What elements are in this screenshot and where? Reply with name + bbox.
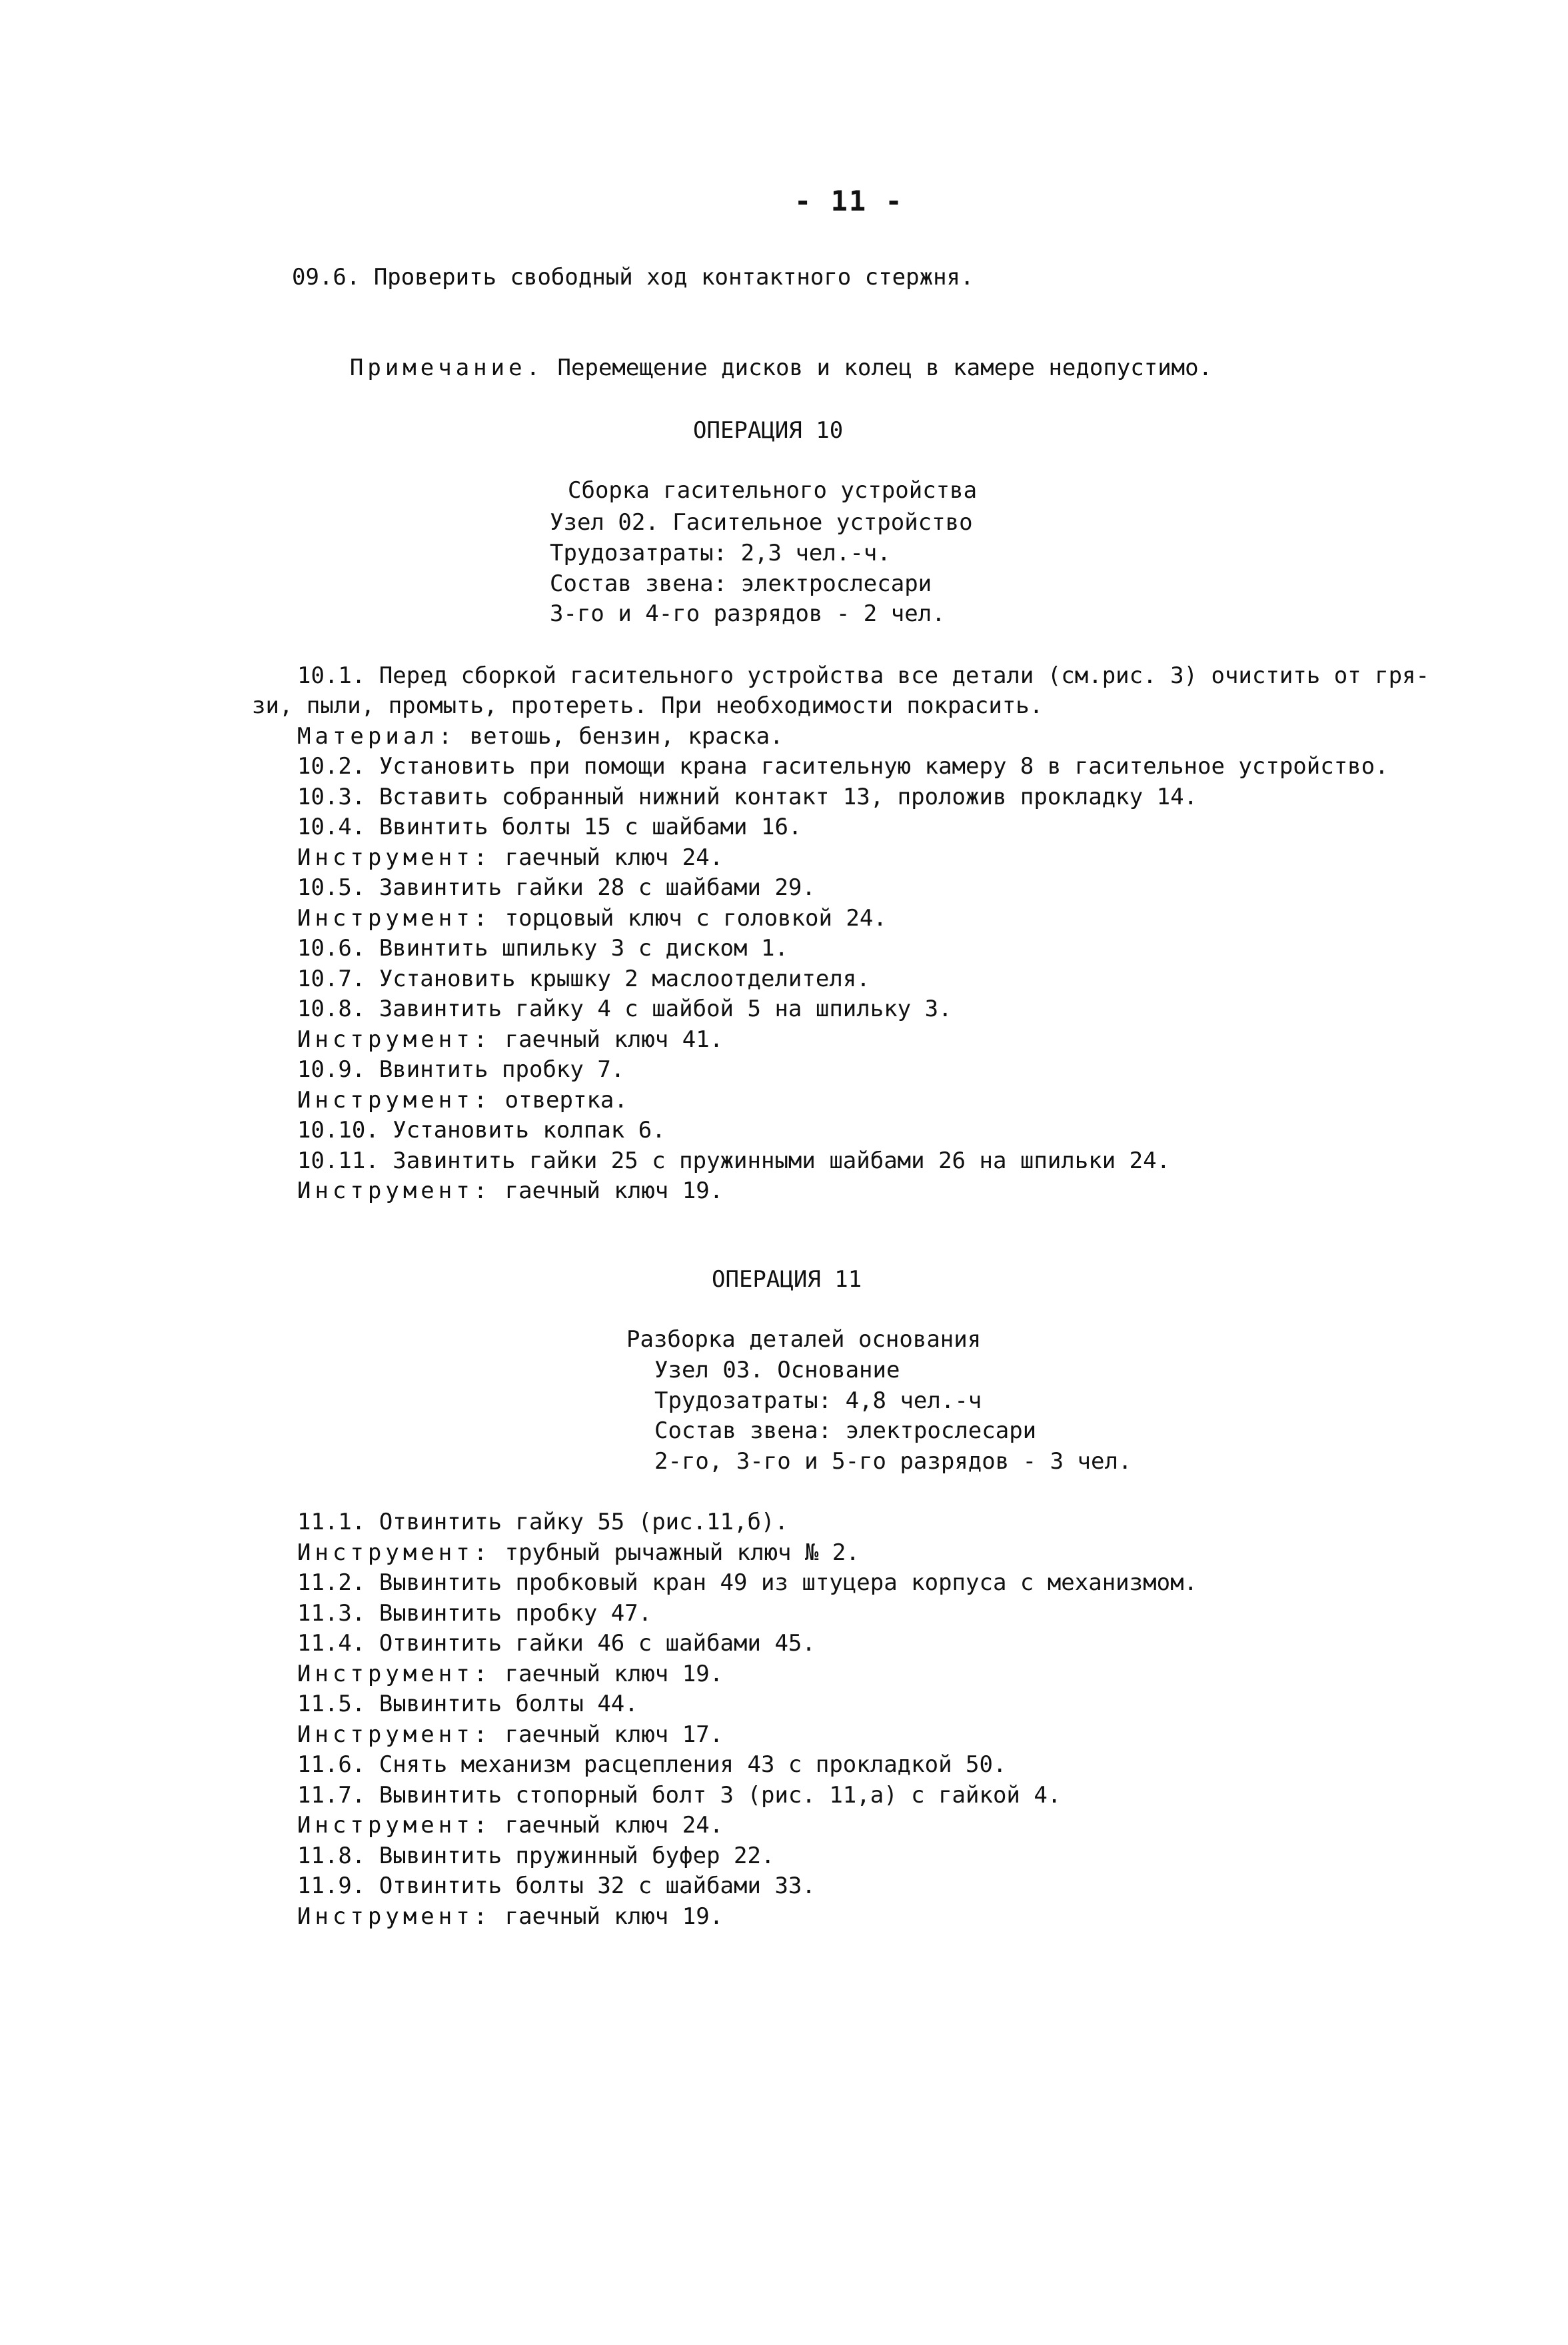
tool-text: отвертка.	[491, 1087, 628, 1114]
step-09-6: 09.6. Проверить свободный ход контактного стержня.	[292, 264, 974, 291]
material-text: ветошь, бензин, краска.	[456, 723, 784, 750]
tool-label: Инструмент:	[297, 1177, 492, 1204]
note-label: Примечание.	[349, 355, 544, 381]
op10-step	[297, 843, 723, 872]
op11-step: 11.4. Отвинтить гайки 46 с шайбами 45.	[297, 1630, 816, 1657]
op11-step: 11.3. Вывинтить пробку 47.	[297, 1600, 652, 1627]
op11-step: 11.1. Отвинтить гайку 55 (рис.11,б).	[297, 1509, 788, 1535]
op11-step: 11.5. Вывинтить болты 44.	[297, 1691, 638, 1717]
tool-text: торцовый ключ с головкой 24.	[491, 905, 887, 932]
tool-label: Инструмент:	[297, 1661, 492, 1687]
op10-step: 10.2. Установить при помощи крана гасительную камеру 8 в гасительное устройство.	[297, 753, 1389, 780]
tool-label: Инструмент:	[297, 844, 492, 871]
tool-text: гаечный ключ 19.	[491, 1903, 724, 1930]
op10-step: 10.10. Установить колпак 6.	[297, 1117, 666, 1144]
op10-header-line: 3-го и 4-го разрядов - 2 чел.	[550, 600, 946, 627]
operation-11-title: ОПЕРАЦИЯ 11	[712, 1266, 862, 1293]
page-number: - 11 -	[794, 185, 904, 217]
op10-step: 10.9. Ввинтить пробку 7.	[297, 1056, 625, 1083]
op10-step	[297, 1086, 628, 1115]
tool-label: Инструмент:	[297, 905, 492, 932]
tool-label: Инструмент:	[297, 1539, 492, 1566]
op11-step: 11.6. Снять механизм расцепления 43 с прокладкой 50.	[297, 1751, 1007, 1778]
op10-step: 10.7. Установить крышку 2 маслоотделителя.	[297, 966, 870, 992]
tool-text: трубный рычажный ключ № 2.	[491, 1539, 860, 1566]
note-text: Перемещение дисков и колец в камере недопустимо.	[544, 355, 1213, 381]
op10-step: 10.11. Завинтить гайки 25 с пружинными шайбами 26 на шпильки 24.	[297, 1148, 1171, 1174]
op10-step: зи, пыли, промыть, протереть. При необходимости покрасить.	[252, 692, 1044, 719]
op10-step: 10.5. Завинтить гайки 28 с шайбами 29.	[297, 874, 816, 901]
operation-10-title: ОПЕРАЦИЯ 10	[693, 417, 844, 444]
op10-step: 10.1. Перед сборкой гасительного устройства все детали (см.рис. 3) очистить от гря-	[297, 662, 1429, 689]
op10-step	[297, 1025, 723, 1054]
tool-text: гаечный ключ 17.	[491, 1721, 724, 1748]
op11-step	[297, 1902, 723, 1931]
op11-step: 11.9. Отвинтить болты 32 с шайбами 33.	[297, 1873, 816, 1899]
op11-step: 11.7. Вывинтить стопорный болт 3 (рис. 11,а) с гайкой 4.	[297, 1782, 1062, 1809]
op10-header-line: Трудозатраты: 2,3 чел.-ч.	[550, 540, 891, 566]
op10-step	[297, 1176, 723, 1205]
note-line	[295, 324, 1212, 412]
op11-step	[297, 1538, 860, 1567]
tool-label: Инструмент:	[297, 1812, 492, 1839]
tool-text: гаечный ключ 19.	[491, 1177, 724, 1204]
tool-text: гаечный ключ 41.	[491, 1026, 724, 1053]
tool-label: Инструмент:	[297, 1721, 492, 1748]
op11-header-line: Трудозатраты: 4,8 чел.-ч	[654, 1387, 982, 1414]
op10-step: 10.3. Вставить собранный нижний контакт 13, проложив прокладку 14.	[297, 784, 1198, 810]
op11-step	[297, 1811, 723, 1840]
op10-step: 10.4. Ввинтить болты 15 с шайбами 16.	[297, 814, 802, 840]
op11-step	[297, 1720, 723, 1749]
op10-step: 10.8. Завинтить гайку 4 с шайбой 5 на шпильку 3.	[297, 996, 952, 1022]
tool-label: Инструмент:	[297, 1087, 492, 1114]
tool-label: Инструмент:	[297, 1903, 492, 1930]
op11-header-line: 2-го, 3-го и 5-го разрядов - 3 чел.	[654, 1448, 1132, 1475]
tool-label: Инструмент:	[297, 1026, 492, 1053]
op10-step: 10.6. Ввинтить шпильку 3 с диском 1.	[297, 935, 788, 962]
op11-step: 11.8. Вывинтить пружинный буфер 22.	[297, 1843, 775, 1869]
op10-step	[297, 904, 887, 933]
op10-header-line: Сборка гасительного устройства	[568, 477, 978, 504]
op11-header-line: Разборка деталей основания	[626, 1326, 982, 1353]
tool-text: гаечный ключ 24.	[491, 844, 724, 871]
op11-header-line: Состав звена: электрослесари	[654, 1417, 1037, 1444]
op10-header-line: Узел 02. Гасительное устройство	[550, 509, 973, 536]
tool-text: гаечный ключ 19.	[491, 1661, 724, 1687]
material-label: Материал:	[297, 723, 456, 750]
tool-text: гаечный ключ 24.	[491, 1812, 724, 1839]
op11-step: 11.2. Вывинтить пробковый кран 49 из штуцера корпуса с механизмом.	[297, 1569, 1198, 1596]
op11-step	[297, 1659, 723, 1689]
op10-step	[297, 722, 784, 751]
op11-header-line: Узел 03. Основание	[654, 1357, 900, 1383]
op10-header-line: Состав звена: электрослесари	[550, 570, 932, 597]
